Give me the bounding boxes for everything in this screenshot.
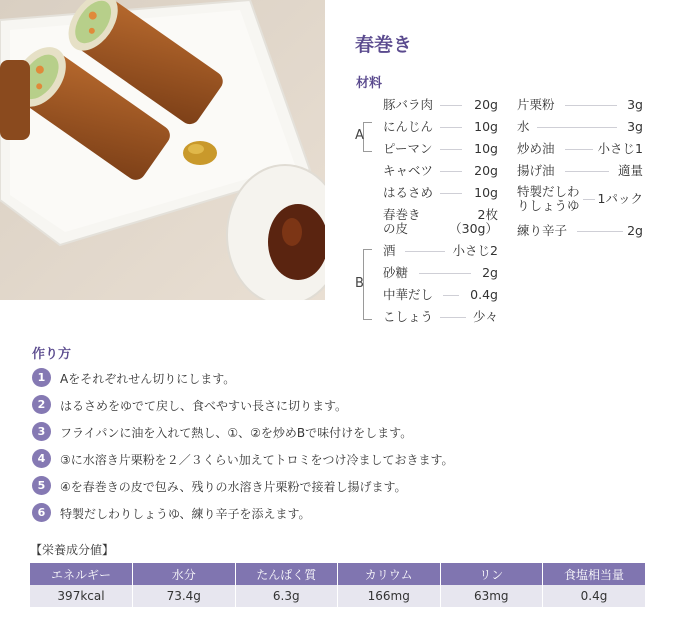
nutrition-header: エネルギー — [30, 563, 133, 585]
nutrition-heading: 【栄養成分値】 — [30, 543, 115, 557]
ingredient-row — [383, 208, 498, 238]
step-item — [32, 395, 652, 415]
ingredient-qty: 少々 — [472, 309, 498, 324]
nutrition-value: 166mg — [338, 585, 441, 607]
ingredient-qty: 3g — [627, 119, 643, 134]
ingredient-row — [383, 309, 498, 327]
nutrition-header: 水分 — [133, 563, 236, 585]
ingredient-qty: 0.4g — [470, 287, 498, 302]
steps-heading: 作り方 — [32, 347, 72, 362]
ingredient-qty: 20g — [474, 163, 498, 178]
step-text: 特製だしわりしょうゆ、練り辛子を添えます。 — [60, 507, 311, 521]
step-number: 2 — [32, 395, 51, 414]
ingredient-row — [517, 141, 643, 159]
nutrition-table — [30, 563, 645, 607]
group-a-label: A — [355, 128, 364, 143]
step-text: Aをそれぞれせん切りにします。 — [60, 372, 236, 386]
ingredient-name: 特製だしわ りしょうゆ — [517, 184, 580, 213]
ingredient-name: 練り辛子 — [517, 223, 568, 238]
ingredient-row — [517, 163, 643, 181]
group-b-label: B — [355, 276, 364, 291]
group-a-bracket — [363, 122, 372, 152]
ingredient-name: 炒め油 — [517, 141, 555, 156]
ingredient-qty: 10g — [474, 141, 498, 156]
ingredient-name: 揚げ油 — [517, 163, 555, 178]
nutrition-value: 397kcal — [30, 585, 133, 607]
ingredient-name: にんじん — [383, 119, 434, 134]
nutrition-header-row — [30, 563, 645, 585]
step-text: はるさめをゆでて戻し、食べやすい長さに切ります。 — [60, 399, 348, 413]
step-item — [32, 503, 652, 523]
nutrition-header: リン — [440, 563, 543, 585]
nutrition-header: カリウム — [338, 563, 441, 585]
group-b-bracket — [363, 249, 372, 320]
nutrition-value-row — [30, 585, 645, 607]
ingredient-row — [383, 265, 498, 283]
ingredient-qty: 2g — [482, 265, 498, 280]
ingredient-row — [383, 163, 498, 181]
nutrition-header: 食塩相当量 — [543, 563, 646, 585]
ingredient-qty: 適量 — [617, 163, 643, 178]
ingredient-name: 水 — [517, 119, 530, 134]
ingredient-name: キャベツ — [383, 163, 434, 178]
ingredient-qty: 1パック — [597, 191, 643, 206]
step-number: 3 — [32, 422, 51, 441]
ingredient-row — [383, 141, 498, 159]
step-item — [32, 449, 652, 469]
step-number: 5 — [32, 476, 51, 495]
ingredient-qty: 2枚 （30g） — [449, 207, 498, 236]
ingredient-row — [517, 97, 643, 115]
nutrition-value: 0.4g — [543, 585, 646, 607]
ingredient-qty: 小さじ1 — [597, 141, 643, 156]
ingredient-row — [517, 223, 643, 241]
step-item — [32, 368, 652, 388]
ingredient-row — [383, 119, 498, 137]
ingredient-row — [517, 119, 643, 137]
step-text: ④を春巻きの皮で包み、残りの水溶き片栗粉で接着し揚げます。 — [60, 480, 407, 494]
ingredient-qty: 小さじ2 — [452, 243, 498, 258]
ingredient-name: 片栗粉 — [517, 97, 555, 112]
recipe-photo — [0, 0, 325, 300]
step-number: 1 — [32, 368, 51, 387]
step-item — [32, 422, 652, 442]
ingredient-name: はるさめ — [383, 185, 434, 200]
nutrition-value: 6.3g — [235, 585, 338, 607]
ingredient-row — [383, 97, 498, 115]
step-text: フライパンに油を入れて熱し、①、②を炒めBで味付けをします。 — [60, 426, 413, 440]
ingredient-name: 春巻き の皮 — [383, 207, 421, 236]
recipe-title: 春巻き — [355, 34, 413, 56]
ingredient-name: 中華だし — [383, 287, 434, 302]
step-item — [32, 476, 652, 496]
step-text: ③に水溶き片栗粉を２／３くらい加えてトロミをつけ冷ましておきます。 — [60, 453, 454, 467]
nutrition-header: たんぱく質 — [235, 563, 338, 585]
ingredient-name: 豚バラ肉 — [383, 97, 434, 112]
ingredient-row — [383, 287, 498, 305]
ingredient-name: ピーマン — [383, 141, 433, 156]
ingredient-row — [517, 185, 643, 215]
ingredient-name: 砂糖 — [383, 265, 409, 280]
ingredient-name: こしょう — [383, 309, 434, 324]
ingredient-qty: 20g — [474, 97, 498, 112]
ingredients-heading: 材料 — [356, 76, 383, 91]
ingredient-qty: 10g — [474, 119, 498, 134]
nutrition-value: 63mg — [440, 585, 543, 607]
ingredient-qty: 2g — [627, 223, 643, 238]
ingredient-row — [383, 243, 498, 261]
step-number: 6 — [32, 503, 51, 522]
ingredient-qty: 3g — [627, 97, 643, 112]
ingredient-name: 酒 — [383, 243, 396, 258]
step-number: 4 — [32, 449, 51, 468]
nutrition-value: 73.4g — [133, 585, 236, 607]
ingredient-qty: 10g — [474, 185, 498, 200]
ingredient-row — [383, 185, 498, 203]
